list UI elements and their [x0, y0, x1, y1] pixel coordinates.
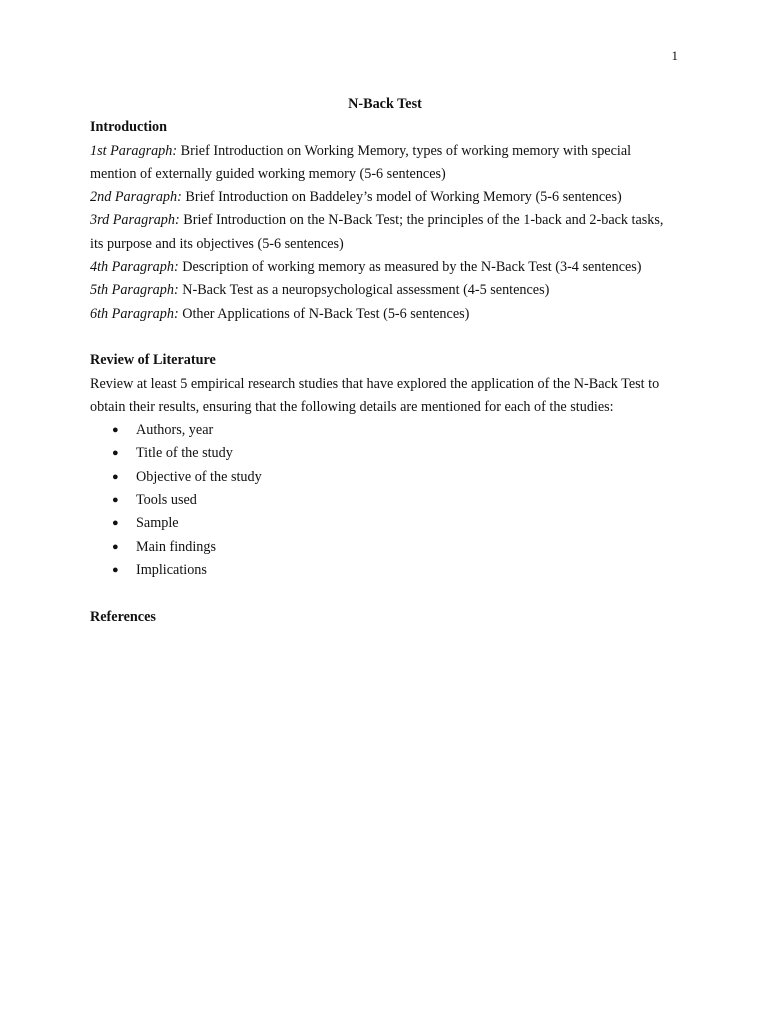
paragraph-text: N-Back Test as a neuropsychological assessment (4-5 sentences) — [178, 282, 550, 299]
paragraph-text: Description of working memory as measured by the N-Back Test (3-4 sentences) — [178, 259, 642, 276]
page-number: 1 — [671, 48, 678, 63]
paragraph-label: 2nd Paragraph: — [90, 189, 182, 206]
list-item-text: Title of the study — [136, 445, 233, 462]
document-body — [90, 93, 680, 629]
intro-paragraph-6 — [90, 303, 680, 326]
bullet-icon: ● — [112, 517, 119, 530]
review-details-list — [90, 419, 680, 582]
bullet-icon: ● — [112, 424, 119, 437]
list-item — [90, 512, 680, 535]
list-item-text: Sample — [136, 515, 179, 532]
intro-paragraph-1 — [90, 140, 680, 187]
paragraph-text: Brief Introduction on Working Memory, types of working memory with special mention of externally guided working memory (5-6 sentences) — [90, 142, 632, 182]
bullet-icon: ● — [112, 447, 119, 460]
paragraph-text: Brief Introduction on the N-Back Test; the principles of the 1-back and 2-back tasks, its purpose and its objectives (5-6 sentences) — [90, 212, 664, 252]
list-item — [90, 419, 680, 442]
list-item — [90, 466, 680, 489]
intro-paragraph-3 — [90, 209, 680, 256]
bullet-icon: ● — [112, 540, 119, 553]
list-item-text: Authors, year — [136, 422, 214, 439]
intro-paragraph-4 — [90, 256, 680, 279]
list-item-text: Implications — [136, 561, 207, 578]
bullet-icon: ● — [112, 563, 119, 576]
bullet-icon: ● — [112, 494, 119, 507]
paragraph-label: 4th Paragraph: — [90, 259, 179, 276]
list-item — [90, 536, 680, 559]
list-item — [90, 489, 680, 512]
paragraph-label: 5th Paragraph: — [90, 282, 179, 299]
paragraph-text: Brief Introduction on Baddeley’s model of Working Memory (5-6 sentences) — [181, 189, 622, 206]
intro-paragraph-5 — [90, 279, 680, 302]
review-text: Review at least 5 empirical research studies that have explored the application of the N-Back Test to obtain their results, ensuring that the following details are mentioned for each of the studies: — [90, 375, 660, 415]
section-spacer — [90, 582, 680, 605]
list-item-text: Main findings — [136, 538, 216, 555]
list-item — [90, 442, 680, 465]
bullet-icon: ● — [112, 470, 119, 483]
list-item-text: Tools used — [136, 492, 197, 509]
paragraph-text: Other Applications of N-Back Test (5-6 sentences) — [178, 305, 470, 322]
section-spacer — [90, 326, 680, 349]
list-item-text: Objective of the study — [136, 468, 262, 485]
references-heading: References — [90, 608, 156, 625]
document-title: N-Back Test — [348, 96, 422, 112]
paragraph-label: 1st Paragraph: — [90, 142, 178, 159]
paragraph-label: 6th Paragraph: — [90, 305, 179, 322]
introduction-heading: Introduction — [90, 119, 167, 136]
paragraph-label: 3rd Paragraph: — [90, 212, 180, 229]
list-item — [90, 559, 680, 582]
review-heading: Review of Literature — [90, 352, 216, 369]
intro-paragraph-2 — [90, 186, 680, 209]
